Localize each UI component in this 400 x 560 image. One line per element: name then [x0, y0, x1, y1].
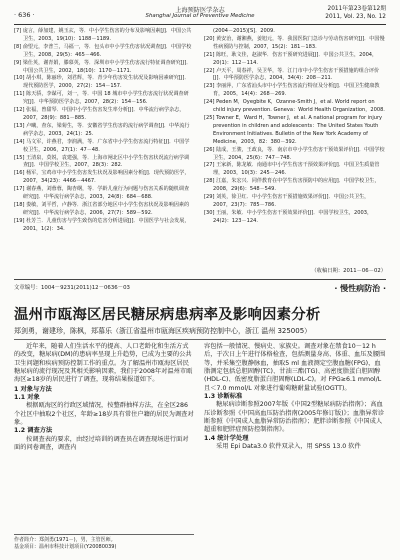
- funding-note: 基金项目：温州市科技计划项目(Y20080039): [14, 544, 117, 550]
- reference-item: [8] 俞望元，李普兰，马福一，等．包头市中小学生伤害状况调查[J]．中国学校卫生，2008，29(5)：465－466.: [14, 43, 192, 58]
- article-authors: 郑剑勇，谢建珍，陈枫，郑慕乐（浙江省温州市瓯海区疾病预防控制中心，浙江 温州 325005）: [14, 327, 312, 335]
- reference-item: [9] 梁仕英，谢青娟，滕慕英，等．深圳市中小学生伤害流行特征调查研究[J]．中国公共卫生，2002，18(10)：1170－1171.: [14, 59, 192, 74]
- running-header: [14, 4, 386, 25]
- reference-item: [28] 江嘉，朱宏兴．同伴教育在中学生伤害预防中的应用[J]．中国学校卫生，2008，29(6)：548－549.: [204, 178, 380, 193]
- journal-title-en: Shanghai Journal of Preventive Medicine: [145, 13, 255, 19]
- references-left-column: [14, 28, 192, 234]
- page-number: · 636 ·: [14, 11, 35, 19]
- author-intro: 作者简介：郑剑勇(1971－)，男，主管医师。: [14, 537, 116, 543]
- reference-item: [7] 庞言，薛加建，姚玉玄，等．中小学生伤害的分布及影响因素[J]．中国公共卫生，2003，19(10)：1188－1189.: [14, 28, 192, 42]
- references-right-column: [204, 28, 386, 226]
- reference-item: [12] 张福，曾甜琴．中国中小学生伤害发生率分析[J]．中华流行病学杂志，2007，28(9)：881－885.: [14, 107, 185, 121]
- reference-item: [17] 谢春燕，刘蓉蓉，陶杏纲，等．学龄儿童行为问题与伤害关系的随机调查研究[J]．中华流行病学杂志，2003，24(8)：684－688.: [14, 186, 190, 201]
- article-title: 温州市瓯海区居民糖尿病患病率及影响因素分析: [14, 307, 321, 323]
- reference-item: [20] 黄安治，谢湘燕，姜旭元，等．我国医院门急诊与劳动伤害研究[J]．中国慢性病预防与控制，2007，15(2)：181－183.: [204, 35, 385, 50]
- reference-item: [11] 陈天骄，李谋可，刘一，等．中国 18 城市中小学生伤害流行状况调查研究[J]．中华预防医学杂志，2007，28(2)：154－156.: [14, 91, 189, 106]
- intro-paragraph: 近年来，随着人们生活水平的提高、人口老龄化和生活方式的改变，糖尿病(DM)的患病率呈现上升趋势，已成为主要的公共卫生问题和疾病预防控制工作的重点。为了解温州市瓯海区居民糖尿病的流行现况及其相关影响因素，我们于2008年对温州市瓯海区≥18岁的居民进行了调查，现将结果报道如下。: [14, 343, 193, 384]
- reference-item: [23] 李丽萍，广东省汕头市中小学生伤害流行特征及分析[J]．中国卫生健康教育，2005，14(4)：268－269.: [204, 83, 380, 98]
- reference-item: [18] 娄敏，刘平哲，卢静等．浙江省部分地区中小学生伤害状况及影响因素的研究[J]．中华流行病学杂志，2006，27(7)：589－592.: [14, 201, 190, 216]
- body-paragraph: 根据瓯海区的行政区域情况，按整群抽样方法，在全区286个社区中抽取2个社区，年龄≥18岁具有常住户籍的居民为调查对象。: [14, 402, 194, 427]
- footnote: [14, 534, 194, 551]
- reference-continuation: (2004－2015)[S]．2009.: [213, 28, 275, 34]
- body-paragraph: 按调查表的要求，由经过培训的调查员在调查现场进行面对面的问卷调查，调查内: [14, 435, 189, 452]
- reference-item: [27] 王家新，陈龙敏．南通市中小学生伤害干预效果评价[J]．中国卫生质量管理，2003，10(3)：245－246.: [204, 162, 380, 177]
- section-label: · 慢性病防治 ·: [334, 284, 386, 293]
- reference-item: [22] 卢天平，周春祥，吴卫华，等．江门市中小学生伤害干预措施的组合评价[J]．中华预防医学杂志，2004，34(4)：208－211.: [204, 67, 380, 82]
- reference-item: [13] 卢曦，查东，梁菊生，等．安徽省学生伤害的流行病学调查[J]．中华流行病学杂志，2003，24(1)：25.: [14, 122, 190, 137]
- subsection-heading: 1.4 统计学处理: [204, 434, 249, 442]
- reference-item: [15] 王清泉，莫锐，袁建强，等．上海市闸北区中小学生伤害状况流行病学调查[J]．中国学校卫生，2007，28(3)：282.: [14, 154, 190, 169]
- issue-en: 2011, Vol. 23, No. 12: [325, 14, 386, 20]
- reference-item: [14] 马文军，许燕君，李润满，等．广东省中小学生伤害流行特征[J]．中国学校卫生，2006，27(1)：47－48.: [14, 138, 190, 153]
- subsection-heading: 1.3 诊断标准: [204, 393, 243, 401]
- body-paragraph: 容包括一般情况、慢病史、家族史。调查对象在禁食10－12 h后，于次日上午进行体格检查，包括测量身高、体重、血压及腰围等，并采集空腹静脉血，抽取5 ml 血液测定空腹血糖(FPG)，血脂测定包括总胆固醇(TC)、甘油三酯(TG)、高密度脂蛋白胆固醇(HDL-C)、低密度脂蛋白胆固醇(LDL-C)。对 FPG≥6.1 mmol/L 且＜7.0 mmol/L 对象进行葡萄糖耐量试验(OGTT)。: [204, 343, 386, 392]
- body-paragraph: 糖尿病诊断参照2007年版《中国2型糖尿病防治指南》；高血压诊断参照《中国高血压防治指南(2005年修订版)》；血脂异常诊断参照《中国成人血脂异常防治指南》；肥胖诊断参照《中国成人超重和肥胖症预防控制指南》。: [204, 401, 385, 434]
- reference-item: [21] 陈旺，耿文佳，赵淑华．伤害干预研究进展[J]．中国公共卫生，2004，20(1)：112－114.: [204, 51, 378, 66]
- body-paragraph: 采用 Epi Data3.0 软件双录入，用 SPSS 13.0 软件: [216, 443, 361, 451]
- journal-title-zh: 上海预防医学杂志: [175, 7, 225, 14]
- subsection-heading: 1.2 调查方法: [14, 427, 53, 435]
- reference-item: [26] 陆成，王骏，王政良，等．南京市中小学生伤害干预效果评价[J]．中国学校卫生，2004，25(6)：747－748.: [204, 146, 385, 161]
- article-id: 文章编号：1004－9231(2011)12－0636－03: [14, 285, 130, 291]
- reference-item: [29] 刘英，徐卫红．中小学生伤害干预措施效果评价[J]．中国公共卫生，2007，23(7)：785－786.: [204, 194, 370, 208]
- reference-item: [19] 杜芳兰．儿童伤害与学生致伤的危害分析进展[J]．中国医学与社会发展，2001，1(2)：34.: [14, 217, 190, 232]
- section-heading: 1 对象与方法: [14, 385, 52, 393]
- reference-item: [25] Towner E，Ward H，Towner J，et al. A national program for injury prevention in children and adolescents：The United States Youth Environment Initiatives. Bulletin of the New York Academy of Medicine，2003，82：380－392.: [204, 114, 383, 145]
- subsection-heading: 1.1 对象: [14, 394, 40, 402]
- received-date: （收稿日期：2011－06－02）: [311, 268, 386, 274]
- reference-item: [16] 杨军，宝鸡市中小学生伤害发生状况及影响因素分析[J]．现代预防医学，2007，34(23)：4466－4467.: [14, 170, 190, 185]
- issue-zh: 2011年第23卷第12期: [327, 6, 386, 12]
- issue-info: [325, 5, 386, 21]
- reference-item: [24] Peden M，Oyegbite K，Ozanne-Smith J，et al. World report on child injury prevention. Geneva：World Health Organization，2008.: [204, 99, 385, 114]
- divider: [14, 339, 386, 340]
- body-left-column: [14, 343, 194, 452]
- reference-item: [30] 王丽，朱敏．中小学生伤害干预效果评价[J]．中国学校卫生，2003，24(2)：123－124.: [204, 209, 373, 224]
- divider: [14, 279, 386, 280]
- reference-item: [10] 胡小琪，陈丽珍，刘君辉，等．青少年伤害发生状况及影响因素研究[J]．现代预防医学，2000，27(2)：154－157.: [14, 75, 190, 90]
- body-right-column: [204, 343, 386, 451]
